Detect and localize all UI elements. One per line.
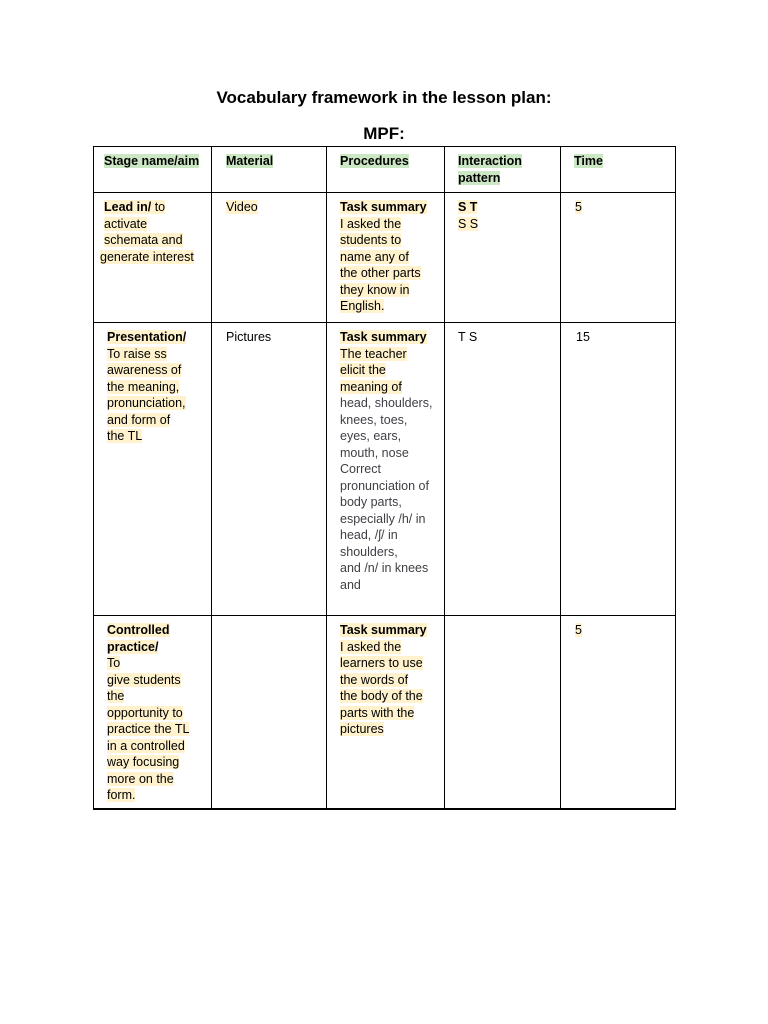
stage-aim-line: practice the TL bbox=[107, 722, 190, 736]
procedure-line: elicit the bbox=[340, 363, 386, 377]
stage-aim-line: activate bbox=[104, 216, 148, 231]
stage-aim-line: more on the bbox=[107, 771, 174, 786]
header-time bbox=[561, 147, 676, 193]
header-stage bbox=[94, 147, 212, 193]
header-time-label: Time bbox=[574, 154, 603, 168]
header-material bbox=[212, 147, 327, 193]
procedure-line: and bbox=[340, 577, 361, 592]
stage-cell bbox=[94, 323, 212, 616]
stage-aim-line: To bbox=[107, 656, 121, 670]
stage-name: Lead in/ bbox=[104, 200, 152, 214]
procedure-line: shoulders, bbox=[340, 544, 398, 559]
procedure-line: parts with the bbox=[340, 705, 415, 720]
procedures-cell bbox=[327, 616, 445, 809]
procedure-line: meaning of bbox=[340, 379, 402, 394]
procedure-line: The teacher bbox=[340, 346, 407, 361]
task-summary-label: Task summary bbox=[340, 623, 427, 637]
stage-aim-line: way focusing bbox=[107, 755, 180, 769]
material-cell bbox=[212, 323, 327, 616]
time-value: 5 bbox=[575, 200, 582, 214]
procedure-line: especially /h/ in bbox=[340, 511, 426, 526]
document-title: Vocabulary framework in the lesson plan: bbox=[216, 88, 552, 107]
stage-aim-line: give students bbox=[107, 672, 181, 687]
procedure-line: head, /ʃ/ in bbox=[340, 528, 398, 542]
stage-aim-line: and form of bbox=[107, 412, 171, 427]
interaction-cell bbox=[445, 323, 561, 616]
procedure-line: learners to use bbox=[340, 656, 423, 670]
header-interaction bbox=[445, 147, 561, 193]
procedure-line: name any of bbox=[340, 249, 409, 264]
stage-aim-line: schemata and bbox=[104, 233, 183, 247]
procedure-line: the body of the bbox=[340, 689, 423, 703]
material-value: Video bbox=[226, 200, 258, 214]
time-cell bbox=[561, 616, 676, 809]
table-header-row bbox=[94, 147, 676, 193]
procedure-line: the words of bbox=[340, 672, 409, 687]
interaction-value: T S bbox=[458, 330, 478, 344]
interaction-value: S T bbox=[458, 200, 478, 214]
stage-aim-line: the bbox=[107, 689, 125, 703]
stage-aim-line: awareness of bbox=[107, 363, 182, 377]
table-row bbox=[94, 616, 676, 809]
procedure-line: knees, toes, bbox=[340, 412, 408, 427]
stage-aim-line: pronunciation, bbox=[107, 396, 186, 410]
stage-aim-line: to bbox=[151, 200, 166, 214]
procedure-line: English. bbox=[340, 299, 385, 313]
stage-aim-line: the TL bbox=[107, 429, 143, 443]
procedure-line: and /n/ in knees bbox=[340, 561, 429, 575]
procedure-line: pictures bbox=[340, 722, 384, 736]
header-procedures-label: Procedures bbox=[340, 154, 409, 168]
procedure-line: mouth, nose bbox=[340, 445, 409, 460]
interaction-value: S S bbox=[458, 216, 479, 231]
header-stage-label: Stage name/aim bbox=[104, 154, 200, 168]
lesson-plan-table bbox=[93, 146, 676, 810]
stage-cell bbox=[94, 193, 212, 323]
stage-aim-line: in a controlled bbox=[107, 738, 185, 753]
procedure-line: I asked the bbox=[340, 639, 402, 654]
time-value: 15 bbox=[576, 330, 590, 344]
header-procedures bbox=[327, 147, 445, 193]
procedure-line: body parts, bbox=[340, 495, 402, 509]
time-cell bbox=[561, 323, 676, 616]
procedure-line: eyes, ears, bbox=[340, 429, 402, 443]
stage-aim-line: form. bbox=[107, 788, 136, 802]
document-subtitle: MPF: bbox=[363, 124, 405, 143]
table-row bbox=[94, 193, 676, 323]
procedure-line: Correct bbox=[340, 462, 381, 476]
procedure-line: pronunciation of bbox=[340, 478, 429, 493]
procedure-line: students to bbox=[340, 233, 402, 247]
procedure-line: head, shoulders, bbox=[340, 396, 433, 410]
table-row bbox=[94, 323, 676, 616]
interaction-cell bbox=[445, 193, 561, 323]
procedures-cell bbox=[327, 323, 445, 616]
stage-aim-line: generate interest bbox=[100, 249, 194, 264]
time-value: 5 bbox=[575, 623, 582, 637]
task-summary-label: Task summary bbox=[340, 330, 427, 344]
task-summary-label: Task summary bbox=[340, 200, 427, 214]
procedure-line: I asked the bbox=[340, 216, 402, 231]
stage-cell bbox=[94, 616, 212, 809]
stage-aim-line: To raise ss bbox=[107, 346, 167, 361]
header-interaction-label: Interaction pattern bbox=[458, 154, 522, 185]
stage-name: Presentation/ bbox=[107, 330, 187, 344]
stage-aim-line: the meaning, bbox=[107, 379, 180, 394]
stage-aim-line: opportunity to bbox=[107, 705, 183, 720]
material-cell bbox=[212, 616, 327, 809]
procedure-line: the other parts bbox=[340, 266, 421, 280]
procedure-line: they know in bbox=[340, 282, 410, 297]
procedures-cell bbox=[327, 193, 445, 323]
time-cell bbox=[561, 193, 676, 323]
interaction-cell bbox=[445, 616, 561, 809]
material-value: Pictures bbox=[226, 330, 272, 344]
material-cell bbox=[212, 193, 327, 323]
stage-name: Controlled practice/ bbox=[107, 623, 170, 654]
header-material-label: Material bbox=[226, 154, 274, 168]
